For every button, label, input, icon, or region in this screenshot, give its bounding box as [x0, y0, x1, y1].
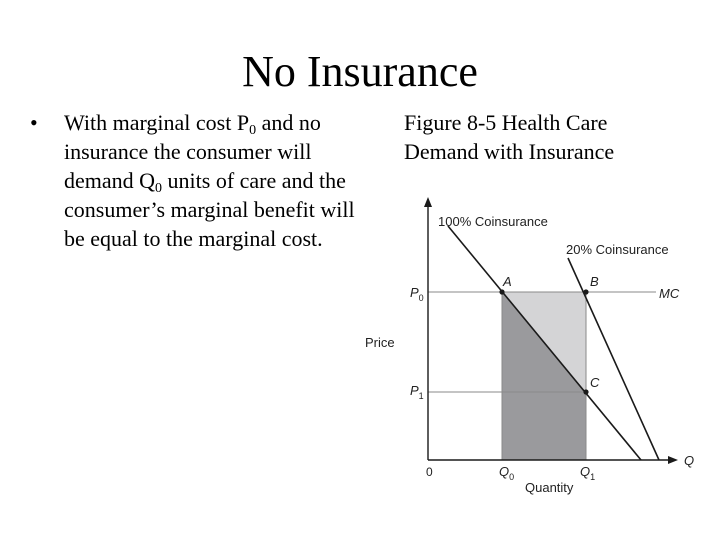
- q-axis-label: Q: [684, 453, 695, 468]
- q0-label: [499, 464, 514, 482]
- p1-main: P: [410, 383, 419, 398]
- x-axis-arrow: [668, 456, 678, 464]
- point-a-label: A: [503, 274, 512, 289]
- mc-label: MC: [659, 286, 680, 301]
- price-axis-label: Price: [365, 335, 395, 350]
- slide-title: No Insurance: [242, 47, 478, 96]
- origin-label: 0: [426, 465, 433, 479]
- bullet-text-part-3: units of care and the consumer’s marginal benefit will be equal to the marginal cost.: [64, 168, 355, 251]
- q1-label: [580, 464, 595, 482]
- point-c-label: C: [590, 375, 600, 390]
- bullet-text-part-1: With marginal cost P: [64, 110, 250, 135]
- bullet-subscript-q: 0: [155, 181, 163, 196]
- caption-line-2: Demand with Insurance: [404, 139, 615, 164]
- q1-main: Q: [580, 464, 591, 479]
- caption-line-1: Figure 8-5 Health Care: [404, 110, 608, 135]
- bullet-text-part-2: and no insurance the consumer will demand Q: [64, 110, 321, 193]
- point-b-marker: [583, 289, 588, 294]
- p0-main: P: [410, 285, 419, 300]
- y-axis-arrow: [424, 197, 432, 207]
- q0-main: Q: [499, 464, 510, 479]
- curve-label-20-coinsurance: 20% Coinsurance: [566, 242, 669, 257]
- p0-subscript: 0: [418, 293, 424, 303]
- p1-label: [410, 383, 424, 401]
- point-b-label: B: [590, 274, 599, 289]
- quantity-axis-label: Quantity: [525, 480, 574, 495]
- q0-subscript: 0: [509, 472, 515, 482]
- p1-subscript: 1: [418, 391, 424, 401]
- bullet-subscript-p: 0: [249, 123, 257, 138]
- point-a-marker: [499, 289, 504, 294]
- bullet-marker: •: [30, 110, 38, 135]
- q1-subscript: 1: [590, 472, 596, 482]
- p0-label: [410, 285, 424, 303]
- point-c-marker: [583, 389, 588, 394]
- curve-label-100-coinsurance: 100% Coinsurance: [438, 214, 548, 229]
